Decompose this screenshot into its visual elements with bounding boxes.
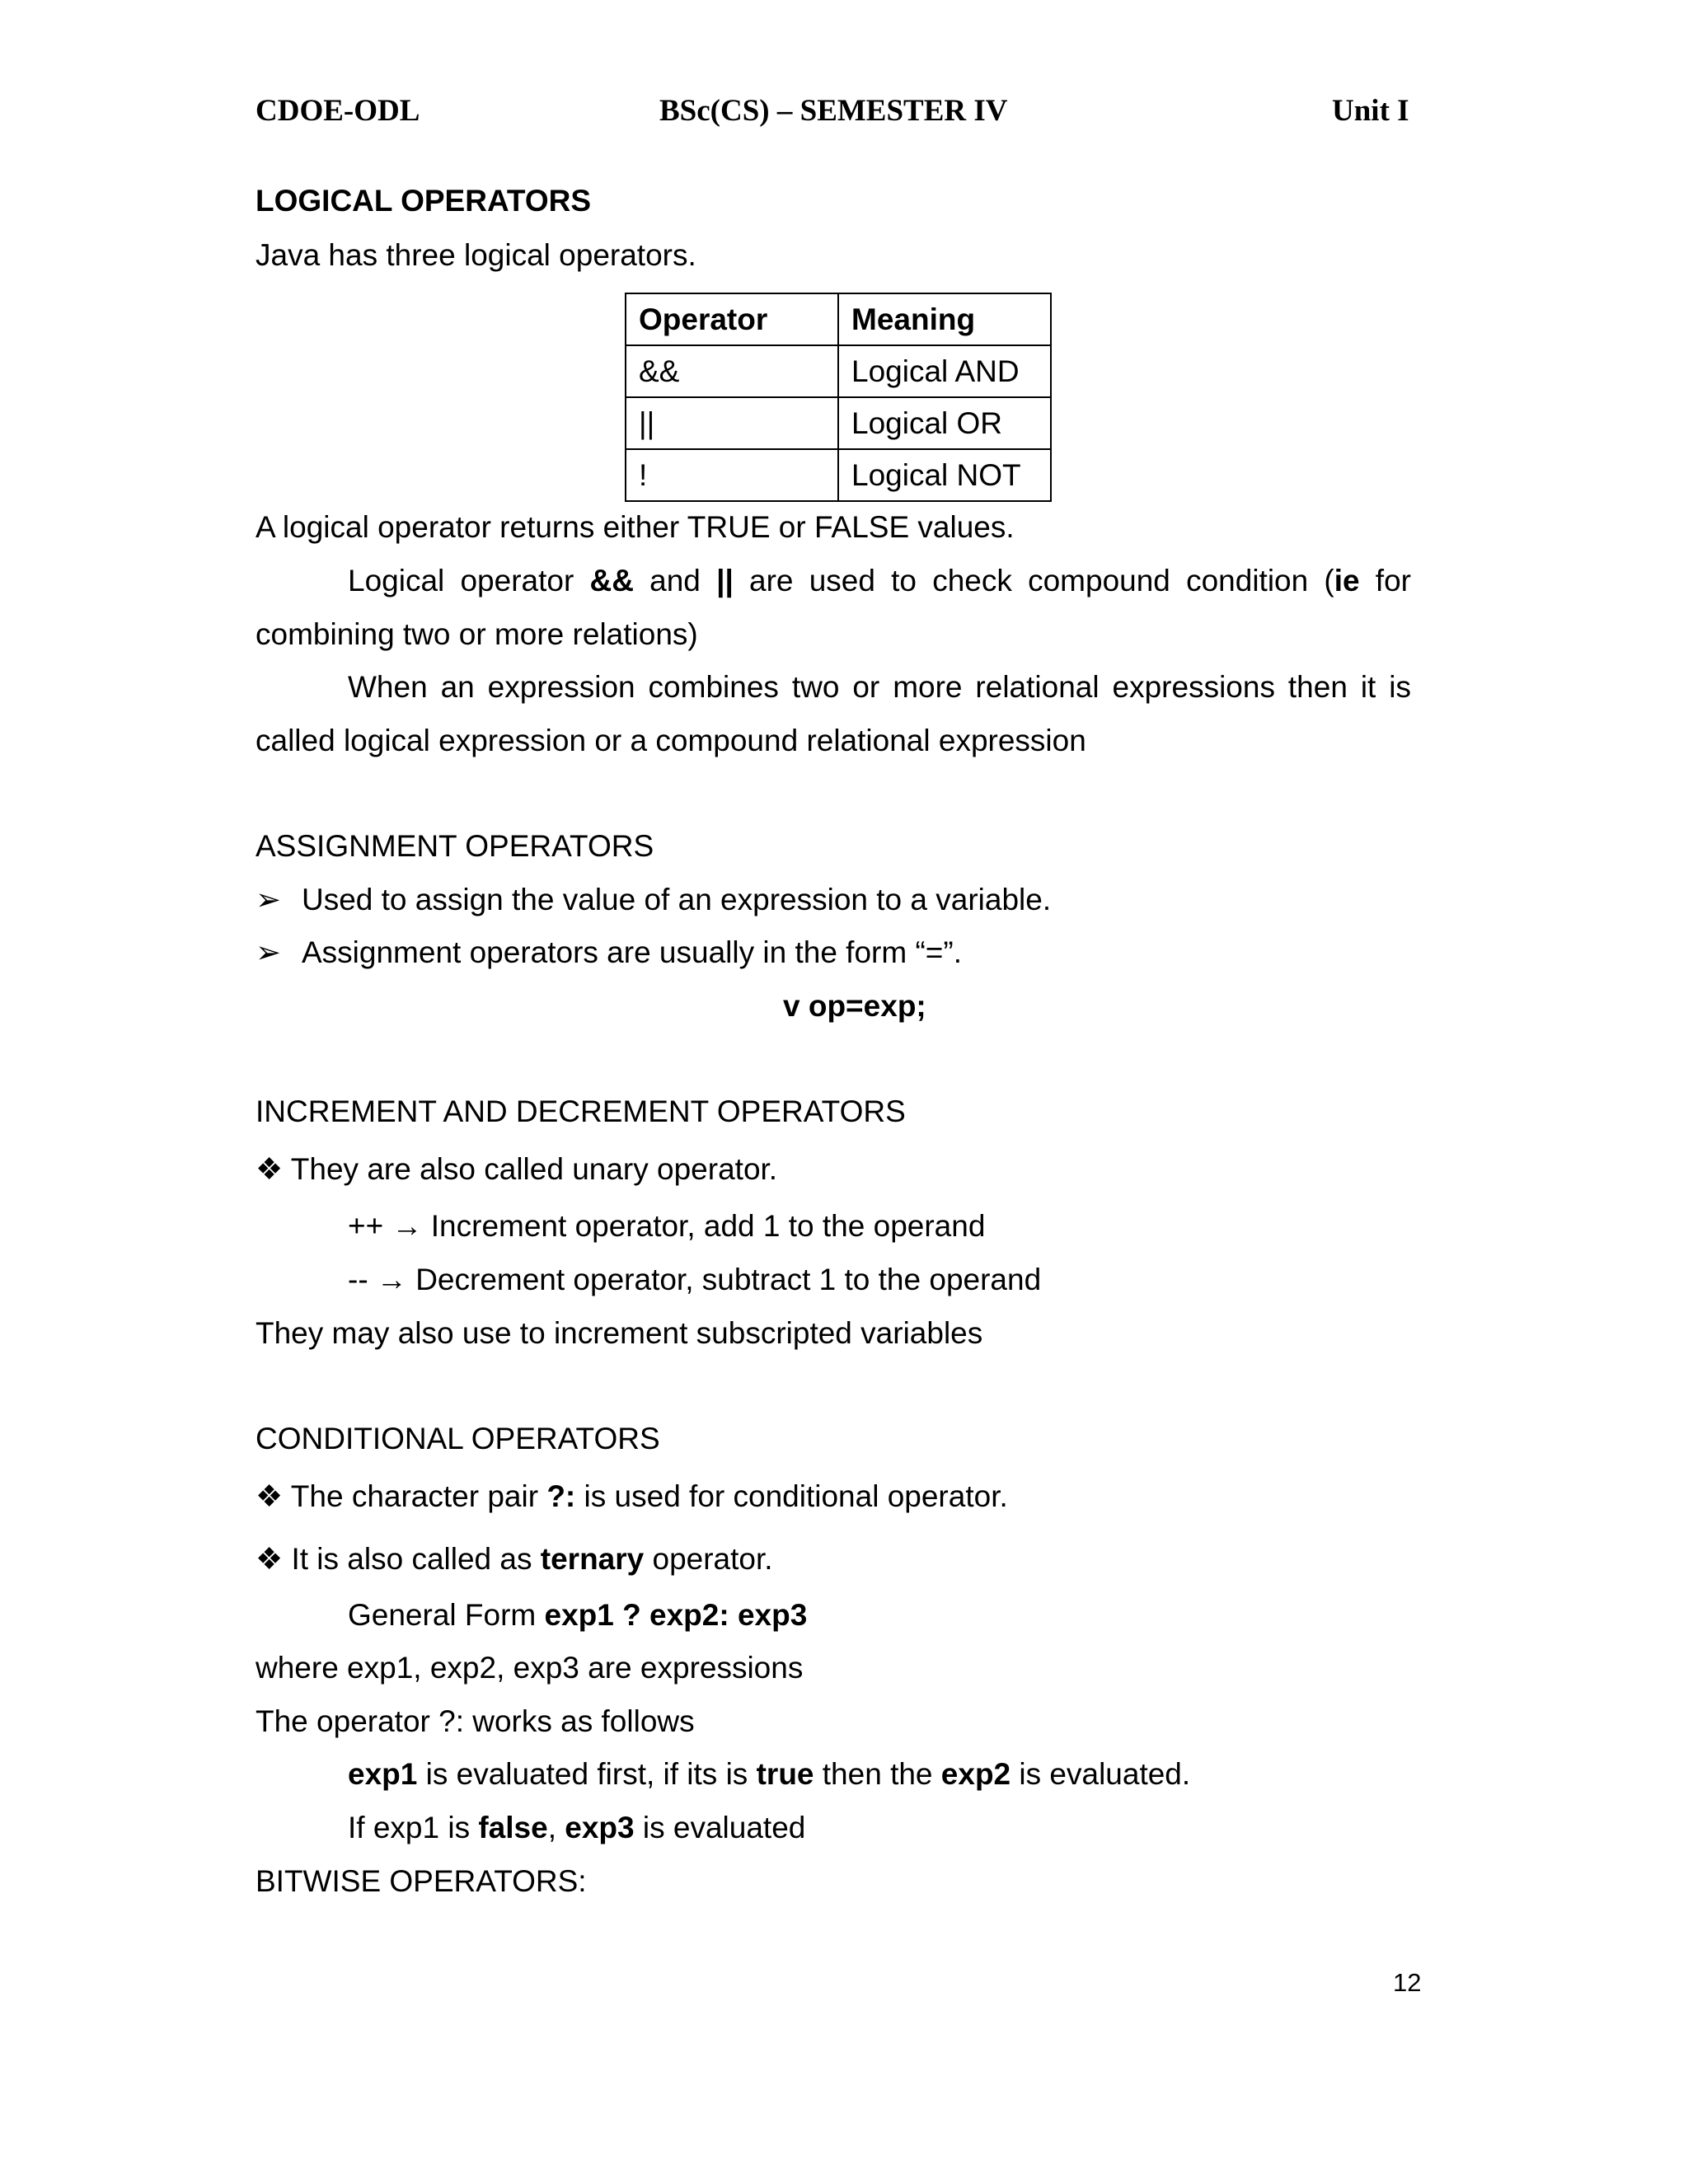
logical-operators-table <box>625 293 1052 502</box>
bullet-glyph: ❖ <box>256 1542 284 1576</box>
conditional-where: where exp1, exp2, exp3 are expressions <box>256 1651 804 1685</box>
bullet-glyph: ❖ <box>256 1479 284 1513</box>
text-run: then the <box>814 1757 941 1791</box>
text-run: The character pair <box>290 1479 547 1513</box>
logical-paragraph-2-line-1: When an expression combines two or more relational expressions then it is <box>348 670 1411 704</box>
text-run: General Form <box>348 1598 545 1632</box>
logical-operators-title: LOGICAL OPERATORS <box>256 184 592 218</box>
assignment-form: v op=exp; <box>783 989 926 1023</box>
table-row <box>626 449 1051 501</box>
conditional-eval-2 <box>348 1810 805 1846</box>
bold-run: exp2 <box>940 1757 1011 1791</box>
table-row <box>626 397 1051 449</box>
text-run: Logical operator <box>348 564 590 598</box>
bold-run: true <box>756 1757 814 1791</box>
conditional-general-form <box>348 1597 807 1633</box>
text-run: are used to check compound condition ( <box>733 564 1334 598</box>
bullet-glyph: ❖ <box>256 1152 284 1186</box>
table-cell-operator: && <box>626 345 838 397</box>
conditional-bullet-2 <box>256 1541 773 1577</box>
assignment-title: ASSIGNMENT OPERATORS <box>256 829 654 863</box>
conditional-title: CONDITIONAL OPERATORS <box>256 1422 660 1455</box>
page-number: 12 <box>1393 1968 1422 1997</box>
text-run: for <box>1359 564 1411 598</box>
logical-intro: Java has three logical operators. <box>256 238 696 272</box>
table-cell-meaning: Logical AND <box>838 345 1051 397</box>
table-row <box>626 345 1051 397</box>
conditional-eval-1 <box>348 1756 1190 1793</box>
text-run: , <box>547 1811 565 1844</box>
text-run: is evaluated first, if its is <box>417 1757 757 1791</box>
bold-run: ternary <box>540 1542 645 1576</box>
bold-run: || <box>716 564 734 598</box>
bitwise-title: BITWISE OPERATORS: <box>256 1864 587 1898</box>
bold-run: && <box>589 564 634 598</box>
text-run: They are also called unary operator. <box>290 1152 778 1186</box>
bold-run: false <box>478 1811 548 1844</box>
text-run: If exp1 is <box>348 1811 479 1844</box>
header-left: CDOE-ODL <box>256 94 420 128</box>
assignment-bullet-glyph: ➢ <box>256 935 282 969</box>
incdec-bullet <box>256 1151 777 1188</box>
conditional-works: The operator ?: works as follows <box>256 1704 695 1738</box>
assignment-bullet-glyph: ➢ <box>256 883 282 916</box>
increment-line: ++ → Increment operator, add 1 to the operand <box>348 1209 986 1243</box>
conditional-bullet-1 <box>256 1479 1008 1515</box>
bold-run: ?: <box>546 1479 576 1513</box>
logical-paragraph-1-line-2: combining two or more relations) <box>256 617 698 651</box>
bold-run: exp1 <box>348 1757 418 1791</box>
text-run: operator. <box>644 1542 773 1576</box>
text-run: It is also called as <box>291 1542 541 1576</box>
bold-run: ie <box>1334 564 1360 598</box>
assignment-bullet-1: Used to assign the value of an expression to a variable. <box>302 883 1052 916</box>
table-header-row <box>626 293 1051 345</box>
table-cell-meaning: Logical OR <box>838 397 1051 449</box>
logical-paragraph-1-line-1 <box>348 563 1411 599</box>
table-cell-operator: ! <box>626 449 838 501</box>
assignment-bullet-2: Assignment operators are usually in the form “=”. <box>302 935 962 969</box>
table-header-operator: Operator <box>626 293 838 345</box>
text-run: is evaluated <box>634 1811 806 1844</box>
incdec-note: They may also use to increment subscripted variables <box>256 1316 983 1350</box>
table-cell-operator: || <box>626 397 838 449</box>
text-run: is used for conditional operator. <box>575 1479 1008 1513</box>
text-run: is evaluated. <box>1010 1757 1191 1791</box>
table-cell-meaning: Logical NOT <box>838 449 1051 501</box>
table-header-meaning: Meaning <box>838 293 1051 345</box>
decrement-line: -- → Decrement operator, subtract 1 to the operand <box>348 1263 1042 1296</box>
incdec-title: INCREMENT AND DECREMENT OPERATORS <box>256 1094 906 1128</box>
bold-run: exp3 <box>565 1811 635 1844</box>
header-right: Unit I <box>1332 94 1409 128</box>
logical-paragraph-2-line-2: called logical expression or a compound relational expression <box>256 724 1086 757</box>
bold-run: exp1 ? exp2: exp3 <box>544 1598 808 1632</box>
logical-returns: A logical operator returns either TRUE or FALSE values. <box>256 510 1015 544</box>
text-run: and <box>633 564 717 598</box>
header-center: BSc(CS) – SEMESTER IV <box>659 94 1008 128</box>
